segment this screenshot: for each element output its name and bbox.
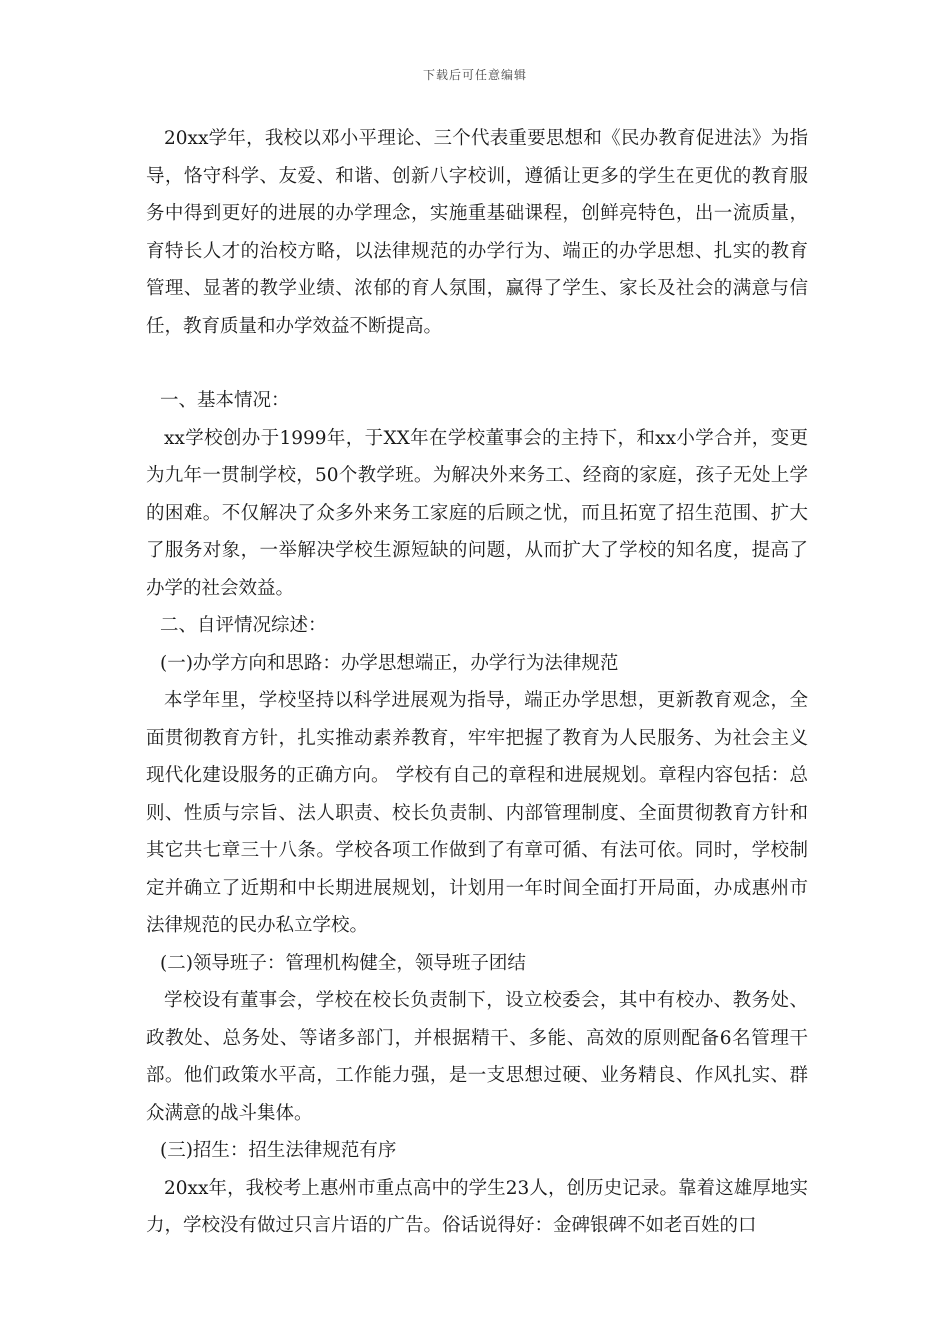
basic-info-paragraph: xx学校创办于1999年，于XX年在学校董事会的主持下，和xx小学合并，变更为九年一贯制学校，50个教学班。为解决外来务工、经商的家庭，孩子无处上学的困难。不仅解决了众多外来务工家庭的后顾之忧，而且拓宽了招生范围、扩大了服务对象，一举解决学校生源短缺的问题，从而扩大了学校的知名度，提高了办学的社会效益。 (146, 427, 808, 599)
document-body (146, 120, 808, 1245)
page-header: 下载后可任意编辑 (422, 68, 527, 82)
enrollment-paragraph: 20xx年，我校考上惠州市重点高中的学生23人，创历史记录。靠着这雄厚地实力，学校没有做过只言片语的广告。俗话说得好：金碑银碑不如老百姓的口 (146, 1177, 808, 1236)
subheading-leadership: (二)领导班子：管理机构健全，领导班子团结 (160, 952, 526, 974)
direction-paragraph: 本学年里，学校坚持以科学进展观为指导，端正办学思想，更新教育观念，全面贯彻教育方针，扎实推动素养教育，牢牢把握了教育为人民服务、为社会主义现代化建设服务的正确方向。 学校有自己的章程和进展规划。章程内容包括：总则、性质与宗旨、法人职责、校长负责制、内部管理制度、全面贯彻教育方针和其它共七章三十八条。学校各项工作做到了有章可循、有法可依。同时，学校制定并确立了近期和中长期进展规划，计划用一年时间全面打开局面，办成惠州市法律规范的民办私立学校。 (146, 690, 808, 936)
section-heading-basic: 一、基本情况： (160, 390, 290, 411)
subheading-enrollment: (三)招生：招生法律规范有序 (160, 1140, 397, 1161)
intro-paragraph: 20xx学年，我校以邓小平理论、三个代表重要思想和《民办教育促进法》为指导，恪守科学、友爱、和谐、创新八字校训，遵循让更多的学生在更优的教育服务中得到更好的进展的办学理念，实施重基础课程，创鲜亮特色，出一流质量，育特长人才的治校方略，以法律规范的办学行为、端正的办学思想、扎实的教育管理、显著的教学业绩、浓郁的育人氛围，赢得了学生、家长及社会的满意与信任，教育质量和办学效益不断提高。 (146, 128, 808, 337)
leadership-paragraph: 学校设有董事会，学校在校长负责制下，设立校委会，其中有校办、教务处、政教处、总务处、等诸多部门，并根据精干、多能、高效的原则配备6名管理干部。他们政策水平高，工作能力强，是一支思想过硬、业务精良、作风扎实、群众满意的战斗集体。 (146, 990, 808, 1124)
subheading-direction: (一)办学方向和思路：办学思想端正，办学行为法律规范 (160, 652, 619, 674)
section-heading-self-eval: 二、自评情况综述： (160, 615, 327, 636)
